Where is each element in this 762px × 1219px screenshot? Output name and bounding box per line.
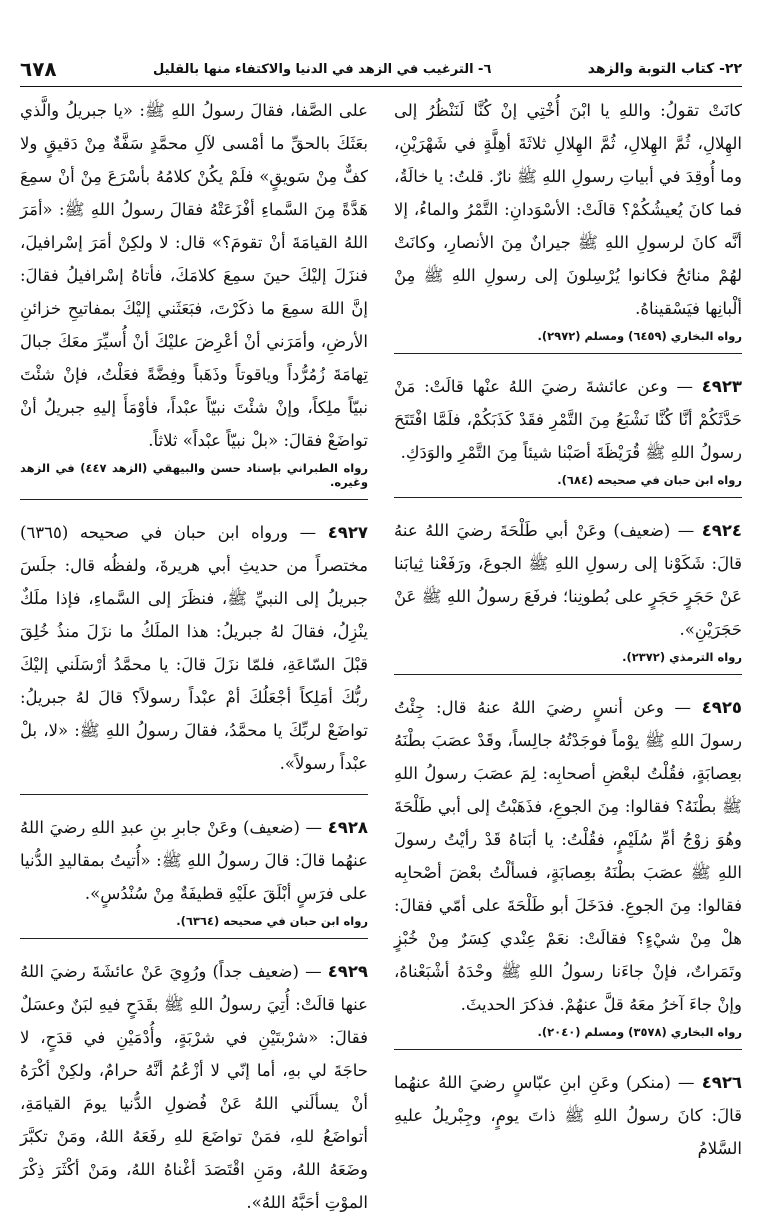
chapter-title: ٦- الترغيب في الزهد في الدنيا والاكتفاء منها بالقليل <box>152 61 492 77</box>
hadith-text: — (ضعيف) وعَنْ جابرِ بنِ عبدِ اللهِ رضيَ اللهُ عنهُما قالَ: قالَ رسولُ اللهِ ﷺ: «أُتيتُ بمقاليدِ الدُّنيا على فرَسٍ أبْلَقَ علَيْهِ قطيفَةٌ مِنْ سُنْدُسٍ». <box>20 818 368 903</box>
hadith-4924 <box>394 514 742 675</box>
hadith-4928 <box>20 811 368 939</box>
hadith-4922-continuation: كانَتْ تقولُ: واللهِ يا ابْنَ أُخْتِي إنْ كُنَّا لَنَنْظُرُ إلى الهِلالِ، ثُمَّ الهِلالِ، ثُمَّ الهِلالِ ثلاثَةَ أهِلَّةٍ في شَهْرَيْنِ، وما أُوقِدَ في أبياتِ رسولِ اللهِ ﷺ نارٌ. قلتُ: يا خالَةُ، فما كانَ يُعيشُكُمْ؟ قالَتْ: الأسْوَدانِ: التَّمْرُ والماءُ، إلا أنَّه كانَ لرسولِ اللهِ ﷺ جيرانٌ مِنَ الأنصارِ، وكانَتْ لهُمْ منائحُ فكانوا يُرْسِلونَ إلى رسولِ اللهِ ﷺ مِنْ ألْبانِها فيَسْقيناهُ. <box>394 101 742 318</box>
source-4926: رواه الطبراني بإسناد حسن والبيهقي (الزهد ٤٤٧) في الزهد وغيره. <box>20 461 368 500</box>
page-header <box>20 52 742 87</box>
source-4924: رواه الترمذي (٢٣٧٢). <box>394 650 742 675</box>
hadith-4929 <box>20 955 368 1219</box>
hadith-number: ٤٩٢٨ <box>327 818 369 837</box>
hadith-text: — وعن عائشةَ رضيَ اللهُ عنْها قالَتْ: مَنْ حَدَّثَكُمْ أنَّا كُنَّا نَشْبَعُ مِنَ التَّمْرِ فقَدْ كَذَبَكُمْ، فلَمَّا افْتَتَحَ رسولُ اللهِ ﷺ قُرَيْظَةَ أصَبْنا شيئاً مِنَ التَّمْرِ والوَدَكِ. <box>394 377 742 462</box>
hadith-4925 <box>394 691 742 1050</box>
hadith-text: — (ضعيف جداً) ورُوِيَ عَنْ عائشَةَ رضيَ اللهُ عنها قالَتْ: أُتِيَ رسولُ اللهِ ﷺ بقَدَحٍ فيهِ لبَنٌ وعسَلٌ فقالَ: «شرْبتَيْنِ في شرْبَةٍ، وأُدْمَيْنِ في قدَحٍ، لا حاجَةَ لي بهِ، أما إنّي لا أزْعُمُ أنَّهُ حرامٌ، ولكِنْ أكْرَهُ أنْ يسألَني اللهُ عَنْ فُضولِ الدُّنيا يومَ القيامَةِ، أتواضَعُ للهِ، فمَنْ تواضَعَ للهِ رفَعَهُ اللهُ، ومَنْ تكبَّرَ وضَعَهُ اللهُ، ومَنِ اقْتَصَدَ أغْناهُ اللهُ، ومَنْ أكْثَرَ ذِكْرَ الموْتِ أحَبَّهُ اللهُ». <box>20 962 368 1212</box>
source-4923: رواه ابن حبان في صحيحه (٦٨٤). <box>394 473 742 498</box>
book-title: ٢٢- كتاب التوبة والزهد <box>587 61 742 77</box>
hadith-text: — (منكر) وعَنِ ابنِ عبّاسٍ رضيَ اللهُ عنهُما قالَ: كانَ رسولُ اللهِ ﷺ ذاتَ يومٍ، وجِبْريلُ عليهِ السَّلامُ <box>394 1073 742 1158</box>
source-4922: رواه البخاري (٦٤٥٩) ومسلم (٢٩٧٢). <box>394 329 742 354</box>
hadith-number: ٤٩٢٥ <box>701 698 742 717</box>
hadith-4927 <box>20 516 368 795</box>
hadith-text: — وعن أنسٍ رضيَ اللهُ عنهُ قال: جِئْتُ رسولَ اللهِ ﷺ يوْماً فوجَدْتُهُ جالِساً، وقَدْ عصَبَ بطْنَهُ بعِصابَةٍ، فقُلْتُ لبعْضِ أصحابِه: لِمَ عصَبَ رسولُ اللهِ ﷺ بطْنَهُ؟ فقالوا: مِنَ الجوعِ، فذَهَبْتُ إلى أبي طَلْحَةَ وهُوَ زوْجُ أمِّ سُلَيْمٍ، فقُلْتُ: يا أبَتاهُ قَدْ رأيْتُ رسولَ اللهِ ﷺ عصَبَ بطْنَهُ بعِصابَةٍ، فسألْتُ بعْضَ أصْحابِه فقالوا: مِنَ الجوعِ. فدَخَلَ أبو طَلْحَةَ على أمّي فقالَ: هلْ مِنْ شيْءٍ؟ فقالَتْ: نعَمْ عِنْدي كِسَرٌ مِنْ خُبْزٍ وتَمَراتٌ، فإنْ جاءَنا رسولُ اللهِ ﷺ وحْدَهُ أشْبَعْناهُ، وإنْ جاءَ آخرُ معَهُ قلَّ عنهُمْ. فذكرَ الحديثَ. <box>394 698 742 1014</box>
hadith-number: ٤٩٢٧ <box>327 523 368 542</box>
hadith-number: ٤٩٢٦ <box>701 1073 743 1092</box>
hadith-number: ٤٩٢٣ <box>701 377 742 396</box>
hadith-number: ٤٩٢٩ <box>327 962 368 981</box>
hadith-number: ٤٩٢٤ <box>701 521 742 540</box>
hadith-text: — (ضعيف) وعَنْ أبي طَلْحَةَ رضيَ اللهُ عنهُ قالَ: شَكَوْنا إلى رسولِ اللهِ ﷺ الجوعَ، ورَفَعْنا ثِيابَنا عَنْ حَجَرٍ حَجَرٍ على بُطونِنا؛ فرفَعَ رسولُ اللهِ ﷺ عَنْ حَجَرَيْنِ». <box>394 521 742 639</box>
page-number: ٦٧٨ <box>20 57 57 81</box>
hadith-text: — ورواه ابن حبان في صحيحه (٦٣٦٥) مختصراً من حديثِ أبي هريرةَ، ولفظُه قال: جلَسَ جبريلُ إلى النبيِّ ﷺ، فنظَرَ إلى السَّماءِ، فإذا ملَكٌ ينْزِلُ، فقالَ لهُ جبريلُ: هذا الملَكُ ما نزَلَ منذُ خُلِقَ قبْلَ السّاعَةِ، فلمّا نزَلَ قالَ: يا محمَّدُ أرْسَلَني إليْكَ ربُّكَ أمَلِكاً أجْعَلُكَ أمْ عبْداً رسولاً؟ قالَ لهُ جبريلُ: تواضَعْ لربِّكَ يا محمَّدُ، فقالَ رسولُ اللهِ ﷺ: «لا، بلْ عبْداً رسولاً». <box>20 523 368 773</box>
source-4925: رواه البخاري (٣٥٧٨) ومسلم (٢٠٤٠). <box>394 1025 742 1050</box>
hadith-4926-continuation: على الصَّفا، فقالَ رسولُ اللهِ ﷺ: «يا جبريلُ والَّذي بعَثَكَ بالحقِّ ما أمْسى لآلِ محمَّدٍ سَفَّةٌ مِنْ دَقيقٍ ولا كفٌّ مِنْ سَويقٍ» فلَمْ يكُنْ كلامُهُ بأسْرَعَ مِنْ أنْ سمِعَ هَدَّةً مِنَ السَّماءِ أفْزَعَتْهُ فقالَ رسولُ اللهِ ﷺ: «أمَرَ اللهُ القيامَةَ أنْ تقومَ؟» قال: لا ولكِنْ أمَرَ إسْرافيلَ، فنزَلَ إليْكَ حينَ سمِعَ كلامَكَ، فأتاهُ إسْرافيلُ فقالَ: إنَّ اللهَ سمِعَ ما ذكَرْتَ، فبَعَثَني إليْكَ بمفاتيحِ خزائنِ الأرضِ، وأمَرَني أنْ أعْرِضَ عليْكَ أنْ أُسيِّرَ معَكَ جبالَ تِهامَةَ زُمُرُّداً وياقوتاً وذَهَباً وفِضَّةً فعَلْتُ، فإنْ شئْتَ نبيّاً ملِكاً، وإنْ شئْتَ نبيّاً عبْداً، فأوْمَأَ إليهِ جبريلُ أنْ تواضَعْ فقالَ: «بلْ نبيّاً عبْداً» ثلاثاً. <box>20 101 368 450</box>
source-4928: رواه ابن حبان في صحيحه (٦٣٦٤). <box>20 914 368 939</box>
hadith-4926 <box>394 1066 742 1165</box>
hadith-4923 <box>394 370 742 498</box>
text-columns <box>20 94 743 1212</box>
right-column <box>394 94 743 1158</box>
separator-4927 <box>20 784 368 795</box>
left-column <box>20 94 369 1212</box>
